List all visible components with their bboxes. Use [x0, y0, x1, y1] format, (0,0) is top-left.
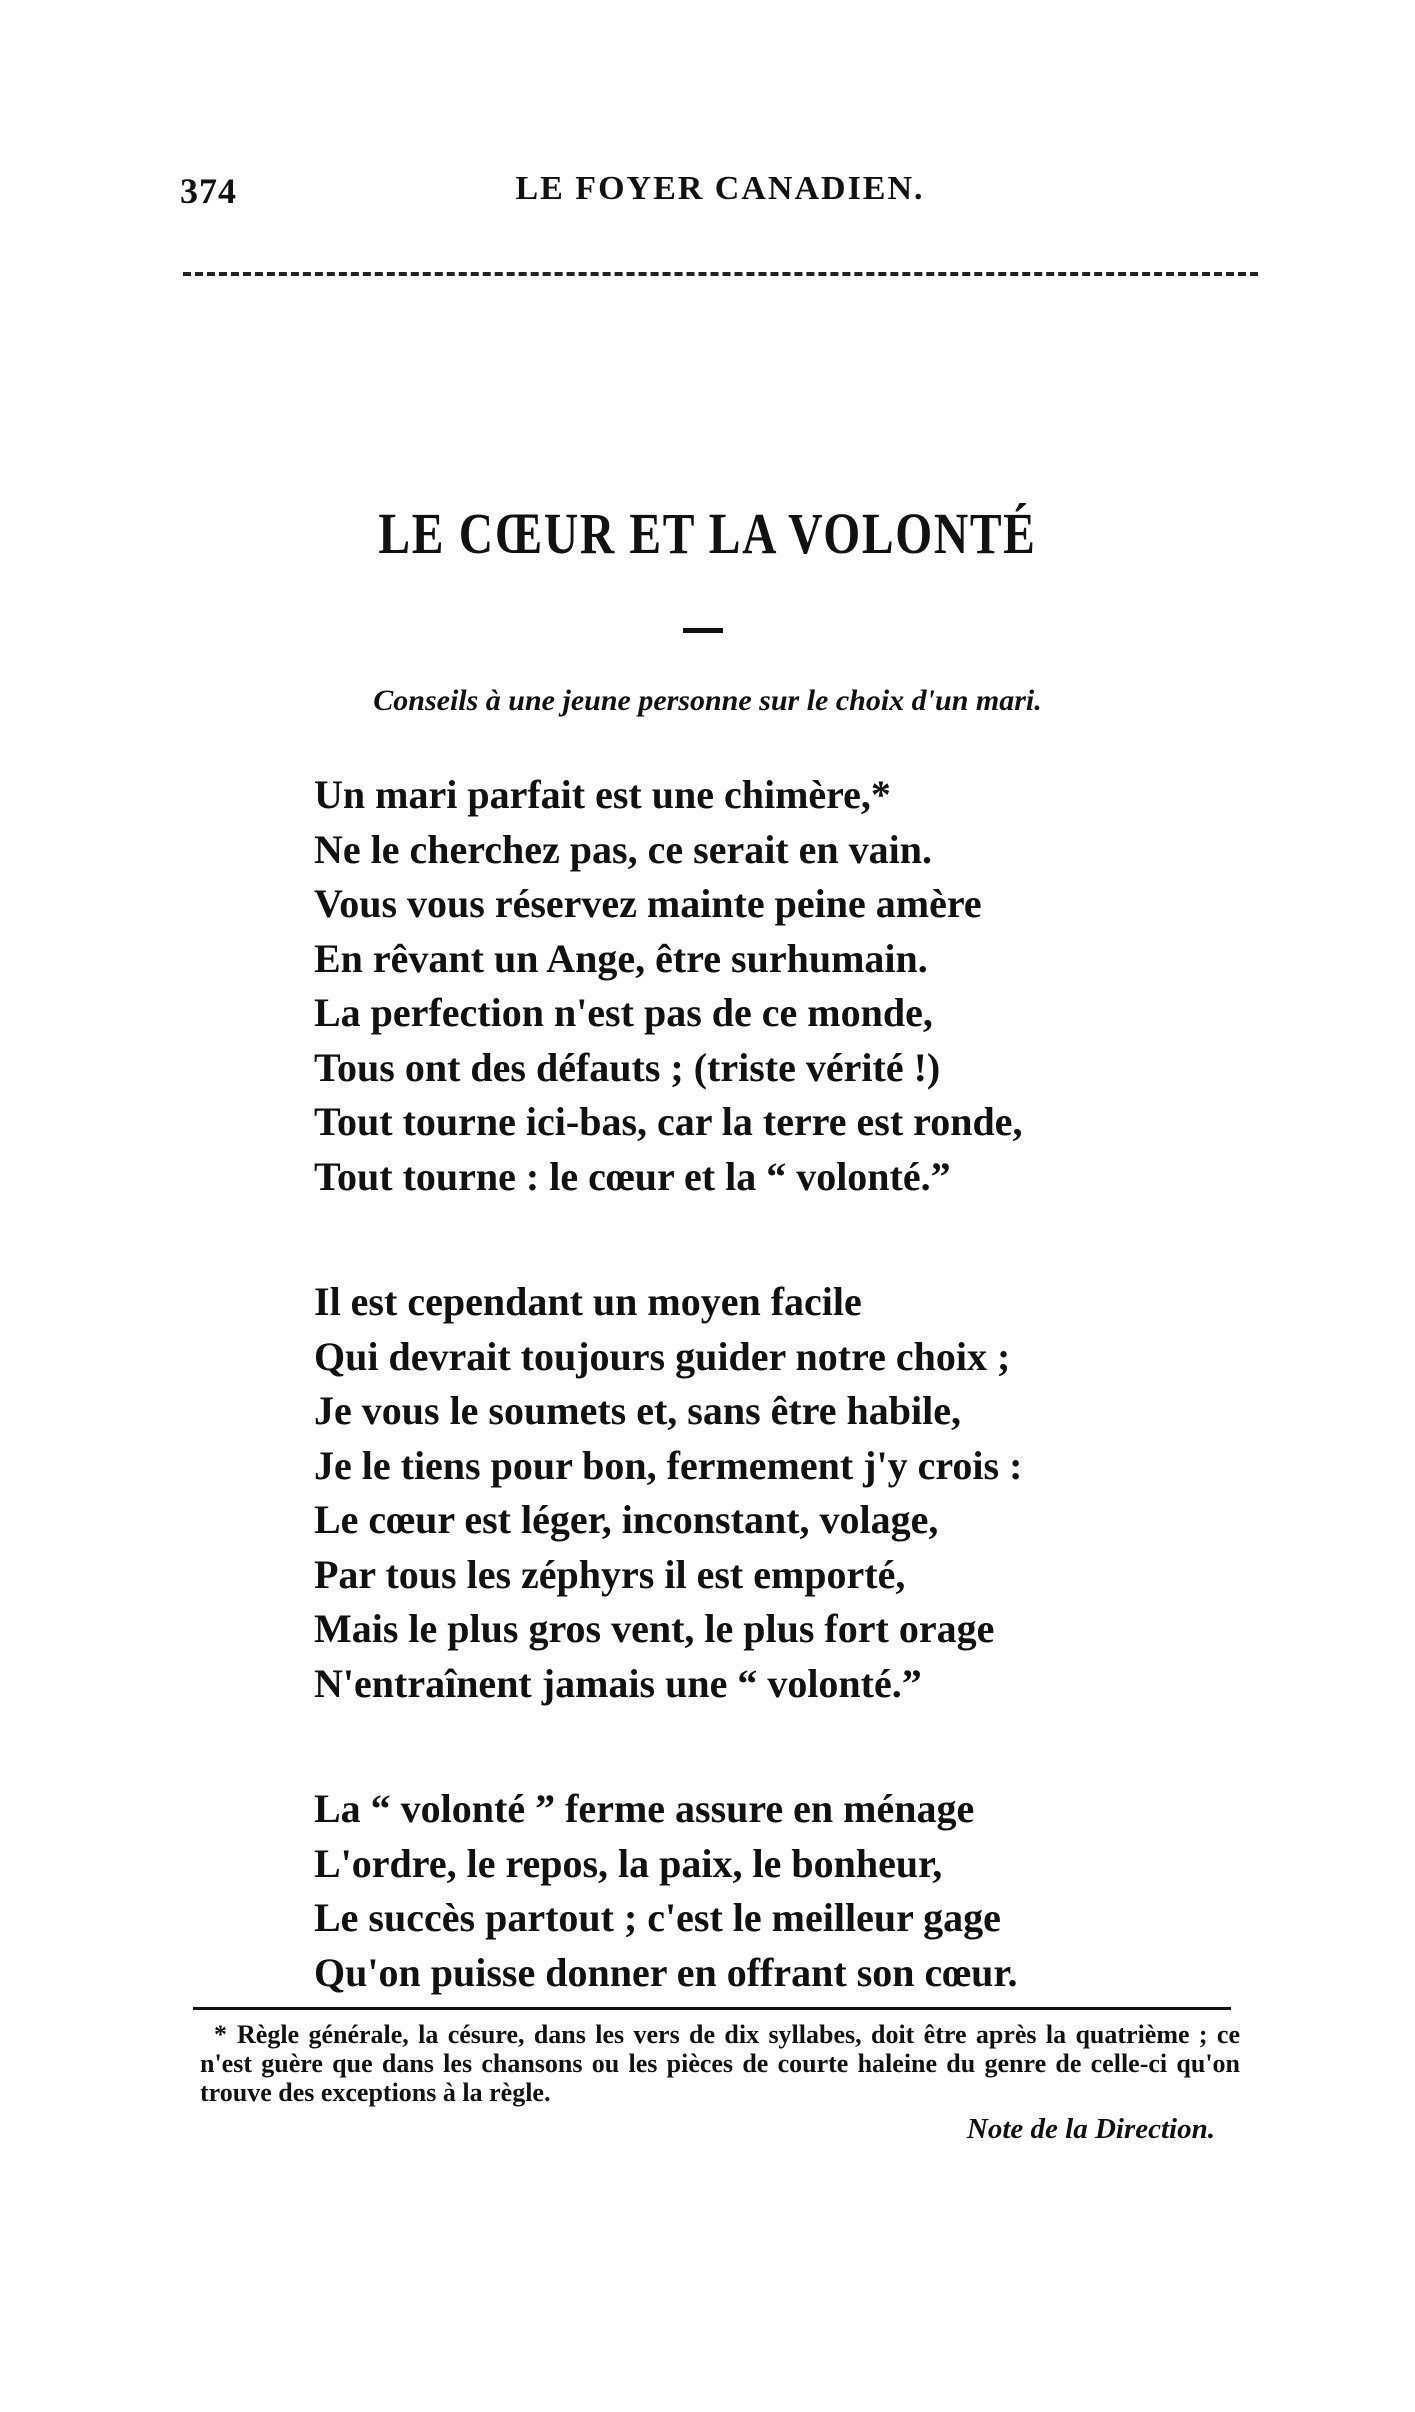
title-dash-divider	[683, 628, 723, 633]
verse-line: Le cœur est léger, inconstant, volage,	[314, 1497, 939, 1542]
footnote-signature: Note de la Direction.	[966, 2113, 1215, 2145]
footnote-divider	[193, 2007, 1231, 2010]
verse-line: Il est cependant un moyen facile	[314, 1279, 862, 1324]
verse-line: Par tous les zéphyrs il est emporté,	[314, 1551, 906, 1597]
footnote	[200, 2020, 1240, 2107]
verse-line: Mais le plus gros vent, le plus fort orage	[314, 1606, 995, 1651]
poem-title: LE CŒUR ET LA VOLONTÉ	[378, 501, 1037, 566]
footnote-text: Règle générale, la césure, dans les vers de dix syllabes, doit être après la quatrième ; ce n'est guère que dans les chansons ou les pièces de courte haleine du genre de celle-ci qu'on trouve des exceptions à la règle.	[200, 2020, 1240, 2107]
poem-body	[314, 768, 1134, 2071]
verse-line: Qu'on puisse donner en offrant son cœur.	[314, 1949, 1018, 1995]
verse-line: Je le tiens pour bon, fermement j'y crois :	[314, 1442, 1023, 1488]
header-divider	[183, 272, 1258, 276]
verse-line: Tout tourne : le cœur et la “ volonté.”	[314, 1153, 951, 1199]
page-number: 374	[180, 171, 237, 211]
verse-line: En rêvant un Ange, être surhumain.	[314, 935, 928, 981]
page-header	[180, 170, 1260, 220]
verse-line: Le succès partout ; c'est le meilleur gage	[314, 1895, 1001, 1940]
running-title: LE FOYER CANADIEN.	[515, 170, 925, 207]
verse-line: Ne le cherchez pas, ce serait en vain.	[314, 826, 932, 872]
verse-line: L'ordre, le repos, la paix, le bonheur,	[314, 1840, 943, 1886]
verse-line: N'entraînent jamais une “ volonté.”	[314, 1660, 922, 1706]
verse-line: La perfection n'est pas de ce monde,	[314, 990, 933, 1035]
verse-line: Vous vous réservez mainte peine amère	[314, 881, 982, 926]
poem-subtitle: Conseils à une jeune personne sur le choix d'un mari.	[373, 684, 1042, 717]
verse-line: Je vous le soumets et, sans être habile,	[314, 1388, 961, 1433]
stanza	[314, 1782, 1134, 2000]
verse-line: Tous ont des défauts ; (triste vérité !)	[314, 1044, 941, 1090]
verse-line: Qui devrait toujours guider notre choix ;	[314, 1333, 1011, 1379]
stanza	[314, 768, 1134, 1204]
verse-line: Un mari parfait est une chimère,*	[314, 772, 891, 817]
stanza	[314, 1275, 1134, 1711]
verse-line: Tout tourne ici-bas, car la terre est ronde,	[314, 1099, 1023, 1144]
footnote-mark: *	[214, 2020, 227, 2049]
verse-line: La “ volonté ” ferme assure en ménage	[314, 1786, 975, 1831]
